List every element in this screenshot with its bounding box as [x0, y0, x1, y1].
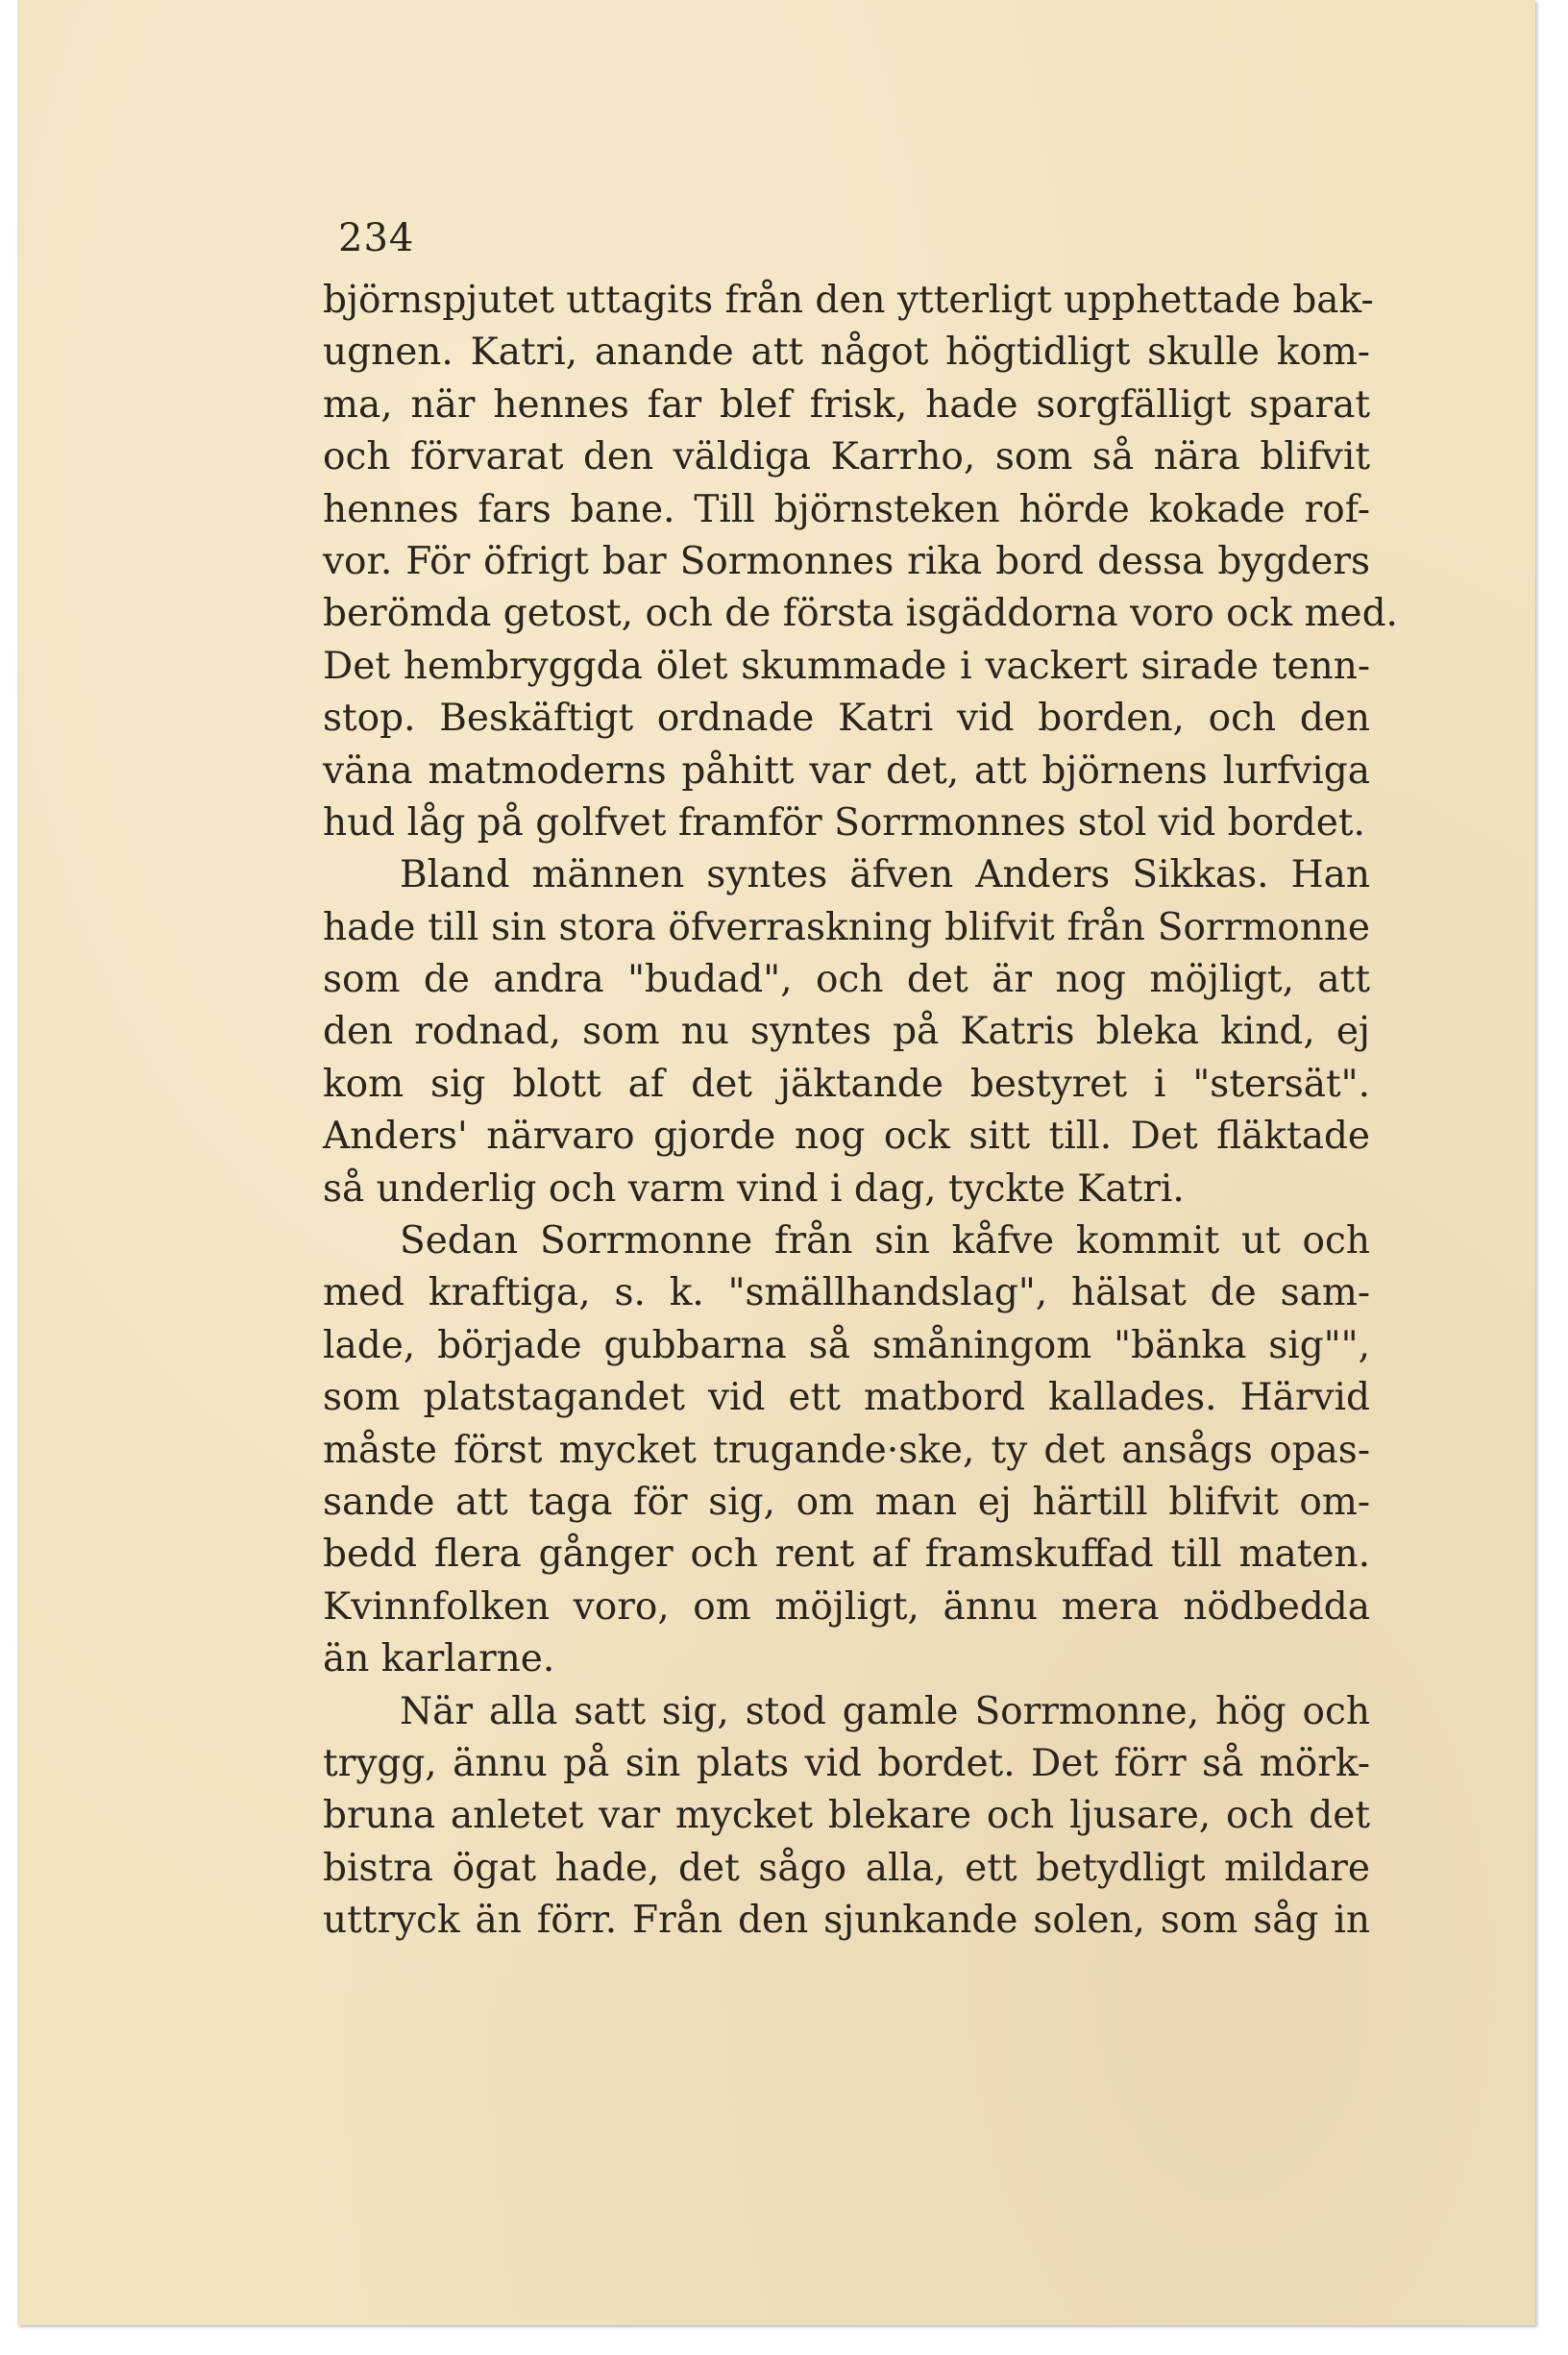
text-line: hud låg på golfvet framför Sorrmonnes stol vid bordet.	[323, 800, 1365, 845]
text-line: sande att taga för sig, om man ej härtill blifvit om-	[323, 1480, 1370, 1524]
text-line: så underlig och varm vind i dag, tyckte Katri.	[323, 1166, 1185, 1211]
text-line: bedd flera gånger och rent af framskuffad till maten.	[323, 1533, 1370, 1577]
text-line: björnspjutet uttagits från den ytterligt upphettade bak-	[323, 279, 1374, 322]
text-line: När alla satt sig, stod gamle Sorrmonne, hög och	[400, 1689, 1370, 1733]
text-line: väna matmoderns påhitt var det, att björnens lurfviga	[323, 748, 1370, 793]
text-line: Anders' närvaro gjorde nog ock sitt till. Det fläktade	[323, 1115, 1370, 1159]
text-line: lade, började gubbarna så småningom "bänka sig"",	[323, 1323, 1370, 1367]
text-line: Sedan Sorrmonne från sin kåfve kommit ut och	[400, 1219, 1370, 1263]
body-text	[323, 275, 1398, 1948]
text-line: hade till sin stora öfverraskning blifvit från Sorrmonne	[323, 905, 1370, 949]
text-line: Kvinnfolken voro, om möjligt, ännu mera nödbedda	[323, 1584, 1370, 1629]
text-line: och förvarat den väldiga Karrho, som så nära blifvit	[323, 435, 1370, 479]
text-line: kom sig blott af det jäktande bestyret i "stersät".	[323, 1062, 1370, 1106]
text-line: Bland männen syntes äfven Anders Sikkas. Han	[400, 853, 1370, 897]
text-line: ugnen. Katri, anande att något högtidligt skulle kom-	[323, 331, 1370, 375]
text-line: Det hembryggda ölet skummade i vackert sirade tenn-	[323, 644, 1370, 688]
page-number: 234	[338, 216, 415, 260]
text-line: hennes fars bane. Till björnsteken hörde kokade rof-	[323, 487, 1370, 531]
text-line: måste först mycket trugande·ske, ty det ansågs opas-	[323, 1428, 1370, 1472]
text-line: bruna anletet var mycket blekare och ljusare, och det	[323, 1794, 1370, 1838]
text-line: berömda getost, och de första isgäddorna voro ock med.	[323, 592, 1398, 636]
text-line: än karlarne.	[323, 1637, 555, 1681]
text-line: ma, när hennes far blef frisk, hade sorgfälligt sparat	[323, 382, 1370, 427]
book-page	[17, 0, 1535, 2325]
text-line: vor. För öfrigt bar Sormonnes rika bord dessa bygders	[323, 539, 1370, 583]
text-line: trygg, ännu på sin plats vid bordet. Det förr så mörk-	[323, 1741, 1370, 1785]
text-line: uttryck än förr. Från den sjunkande solen, som såg in	[323, 1899, 1370, 1943]
text-line: den rodnad, som nu syntes på Katris bleka kind, ej	[323, 1010, 1370, 1054]
text-line: som de andra "budad", och det är nog möjligt, att	[323, 958, 1370, 1002]
text-line: med kraftiga, s. k. "smällhandslag", hälsat de sam-	[323, 1271, 1370, 1315]
text-line: som platstagandet vid ett matbord kallades. Härvid	[323, 1376, 1370, 1420]
text-line: stop. Beskäftigt ordnade Katri vid borden, och den	[323, 697, 1370, 741]
text-line: bistra ögat hade, det sågo alla, ett betydligt mildare	[323, 1846, 1370, 1890]
